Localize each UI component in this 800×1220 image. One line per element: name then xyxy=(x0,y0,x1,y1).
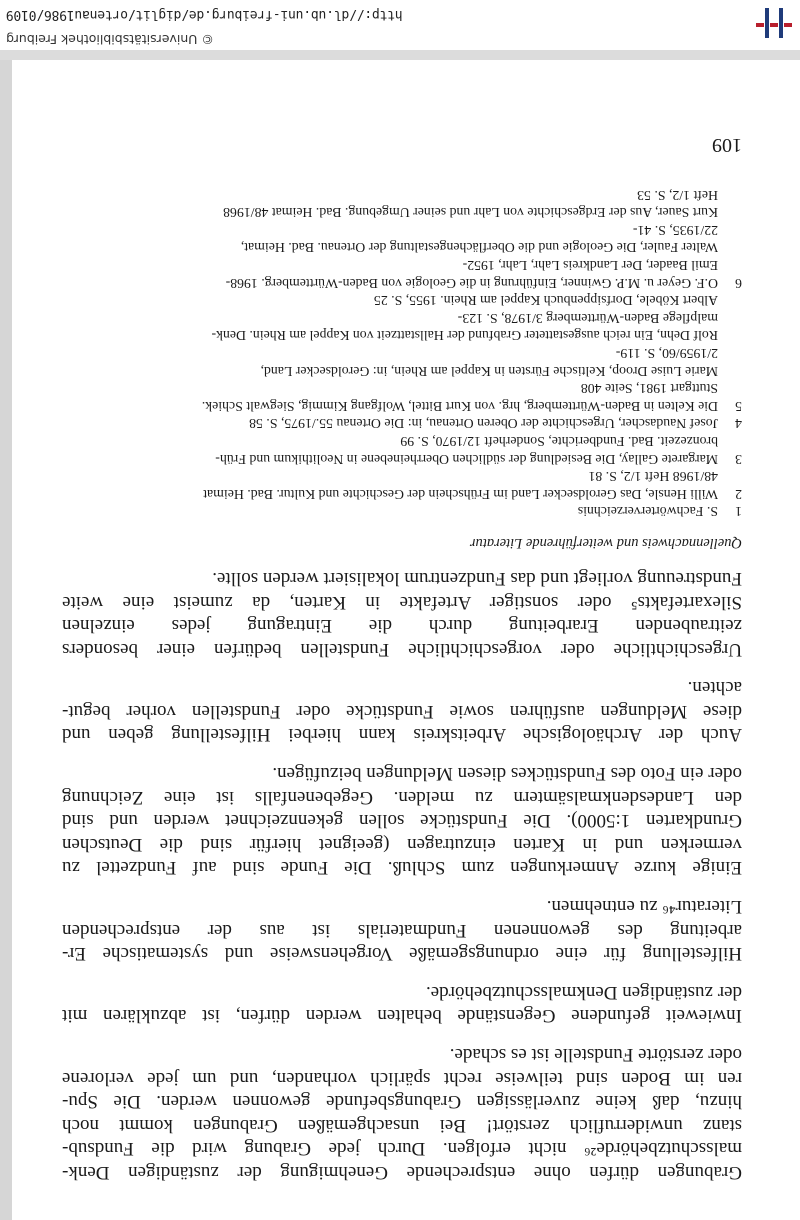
note-body xyxy=(62,468,718,503)
page-number: 109 xyxy=(712,134,742,157)
note-body xyxy=(62,415,718,433)
note-line: Heft 1/2, S. 53 xyxy=(637,187,718,203)
note-item xyxy=(62,292,742,415)
note-item xyxy=(62,468,742,503)
text-line: Grabungen dürfen ohne entsprechende Genehmigung der zuständigen Denk- xyxy=(62,1162,742,1183)
notes-list xyxy=(62,186,742,520)
note-line: Stuttgart 1981, Seite 408 xyxy=(580,381,718,397)
ub-freiburg-logo-icon xyxy=(754,6,794,40)
text-line: ren im Boden sind teilweise recht spärlich vorhanden, und um jede verlorene xyxy=(62,1067,742,1089)
scan-edge-right xyxy=(0,50,12,1220)
text-line: oder ein Foto des Fundstückes diesen Meldungen beizufügen. xyxy=(272,763,742,785)
text-line: diese Meldungen ausführen sowie Fundstücke oder Fundstellen vorher begut- xyxy=(62,700,742,722)
note-item xyxy=(62,186,742,292)
note-line: Albert Köbele, Dorfsippenbuch Kappel am Rhein. 1955, S. 25 xyxy=(373,293,718,309)
source-url[interactable]: http://dl.ub.uni-freiburg.de/diglit/ortenau1986/0109 xyxy=(6,7,403,22)
notes-heading: Quellennachweis und weiterführende Literatur xyxy=(469,535,742,552)
note-number: 3 xyxy=(735,451,742,467)
note-item xyxy=(62,503,742,521)
text-line: arbeitung des gewonnenen Fundmaterials ist aus der entsprechenden xyxy=(62,919,742,941)
scan-edge-bottom xyxy=(0,50,800,60)
note-line: Die Kelten in Baden-Württemberg, hrg. von Kurt Bittel, Wolfgang Kimmig, Siegwalt Schiek. xyxy=(201,398,718,414)
note-body xyxy=(62,432,718,467)
text-line: Grundkarten 1:5000). Die Fundstücke sollen gekennzeichnet werden und sind xyxy=(62,810,742,832)
text-line: Urgeschichtliche oder vorgeschichtliche Fundstellen bedürfen einer besonders xyxy=(62,638,742,660)
paragraph xyxy=(62,676,742,747)
text-line: oder zerstörte Fundstelle ist es schade. xyxy=(449,1044,742,1066)
text-line: Silexartefakts⁵ oder sonstiger Artefakte in Karten, da zumeist eine weite xyxy=(62,591,742,613)
text-line: zeitraubenden Erarbeitung durch die Eintragung jedes einzelnen xyxy=(62,615,742,637)
copyright-text: © Universitätsbibliothek Freiburg xyxy=(6,32,214,47)
text-line: Einige kurze Anmerkungen zum Schluß. Die Funde sind auf Fundzettel zu xyxy=(62,857,742,879)
paragraph xyxy=(62,1042,742,1184)
book-page xyxy=(0,50,800,1220)
text-line: der zuständigen Denkmalsschutzbehörde. xyxy=(425,981,742,1003)
note-line: bronzezeit. Bad. Fundberichte, Sonderheft 12/1970, S. 99 xyxy=(400,433,718,449)
text-line: vermerken und in Karten einzutragen (geeignet hierfür sind die Deutschen xyxy=(62,833,742,855)
text-line: den Landesdenkmalsämtern zu melden. Gegebenenfalls ist eine Zeichnung xyxy=(62,786,742,808)
note-body xyxy=(62,292,718,415)
note-line: 48/1968 Heft 1/2, S. 81 xyxy=(588,469,718,485)
text-line: hinzu, daß keine zuverlässigen Grabungsbefunde gewonnen werden. Die Spu- xyxy=(62,1091,742,1113)
text-line: achten. xyxy=(687,677,742,699)
note-line: 22/1935, S. 41- xyxy=(632,222,718,238)
note-line: malpflege Baden-Württemberg 3/1978, S. 123- xyxy=(457,310,718,326)
note-line: Margarete Gallay, Die Besiedlung der südlichen Oberrheinebene in Neolithikum und Früh- xyxy=(215,451,718,467)
note-line: Willi Hensle, Das Geroldsecker Land im Frühschein der Geschichte und Kultur. Bad. Heimat xyxy=(203,486,718,502)
page-text xyxy=(62,133,742,1184)
note-body xyxy=(62,186,718,292)
note-number: 6 xyxy=(735,275,742,291)
note-number: 1 xyxy=(735,504,742,520)
paragraph xyxy=(62,566,742,660)
note-item xyxy=(62,415,742,433)
text-line: malsschutzbehörde²⁶ nicht erfolgen. Durch jede Grabung wird die Fundsub- xyxy=(62,1138,742,1160)
note-body xyxy=(62,503,718,521)
note-line: Emil Baader, Der Landkreis Lahr, Lahr, 1952- xyxy=(462,258,718,274)
note-line: O.F. Geyer u. M.P. Gwinner, Einführung in die Geologie von Baden-Württemberg. 1968- xyxy=(225,275,718,291)
note-line: Marie Luise Droop, Keltische Fürsten in Kappel am Rhein, in: Geroldsecker Land, xyxy=(260,363,718,379)
paragraph xyxy=(62,762,742,880)
paragraph xyxy=(62,980,742,1027)
note-line: 2/1959/60, S. 119- xyxy=(615,346,718,361)
note-line: Walter Fauler, Die Geologie und die Oberflächengestaltung der Ortenau. Bad. Heimat, xyxy=(240,240,718,256)
scan-header-bar xyxy=(0,0,800,48)
text-line: stanz unwiderruflich zerstört! Bei unsachgemäßen Grabungen kommt noch xyxy=(62,1114,742,1136)
note-line: Kurt Sauer, Aus der Erdgeschichte von Lahr und seiner Umgebung. Bad. Heimat 48/1968 xyxy=(223,205,718,221)
note-number: 5 xyxy=(735,398,742,414)
note-number: 2 xyxy=(735,486,742,502)
note-number: 4 xyxy=(735,416,742,432)
paragraph xyxy=(62,894,742,965)
text-line: Inwieweit gefundene Gegenstände behalten werden dürfen, ist abzuklären mit xyxy=(62,1005,742,1027)
text-line: Hilfestellung für eine ordnungsgemäße Vorgehensweise und systematische Er- xyxy=(62,943,742,965)
note-line: Rolf Dehn, Ein reich ausgestatteter Grabfund der Hallstattzeit von Kappel am Rhein. Denk- xyxy=(211,328,718,344)
text-line: Fundstreuung vorliegt und das Fundzentrum lokalisiert werden sollte. xyxy=(212,567,742,589)
note-line: Josef Naudascher, Urgeschichte der Oberen Ortenau, in: Die Ortenau 55./1975, S. 58 xyxy=(249,416,718,432)
note-item xyxy=(62,432,742,467)
text-line: Auch der Archäologische Arbeitskreis kann hierbei Hilfestellung geben und xyxy=(62,724,742,746)
note-line: S. Fachwörterverzeichnis xyxy=(577,504,718,520)
text-line: Literatur⁴⁶ zu entnehmen. xyxy=(546,896,742,918)
